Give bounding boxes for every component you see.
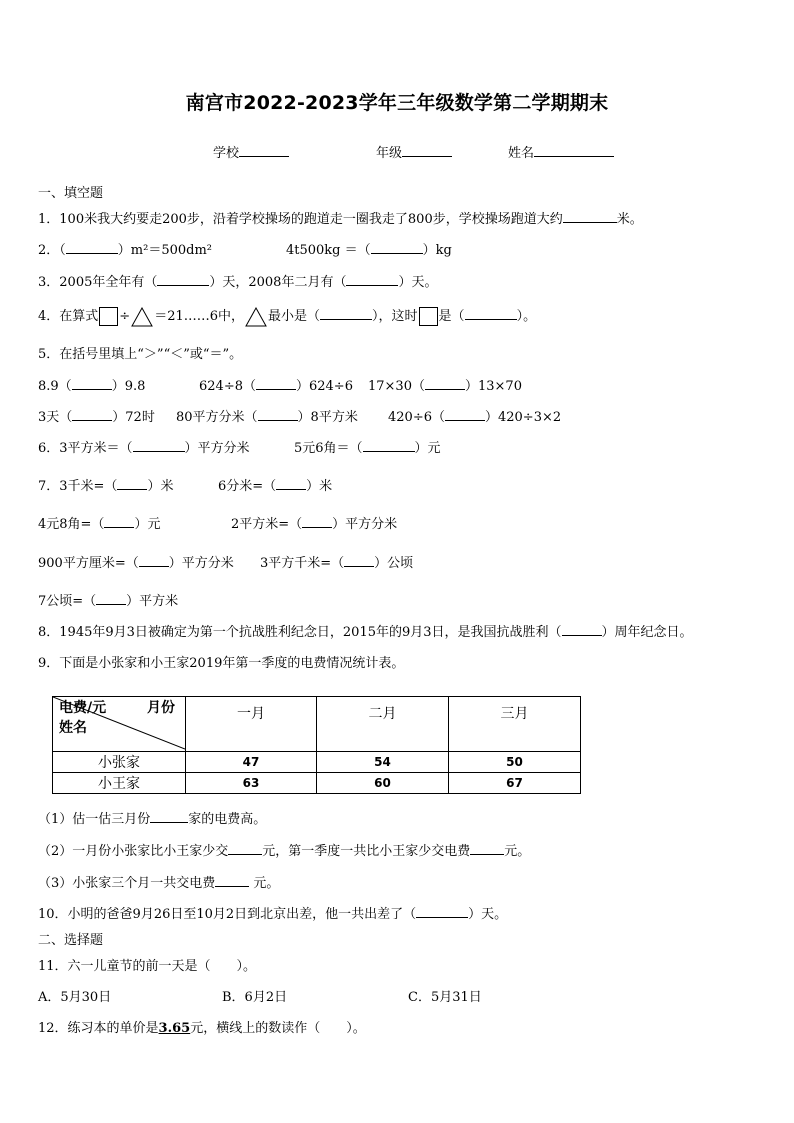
q7-row2-a: 4元8角=（ ）元 — [38, 517, 161, 532]
q11-option-a[interactable]: A．5月30日 — [38, 990, 112, 1005]
triangle-icon — [131, 307, 153, 327]
triangle-icon — [245, 307, 267, 327]
month-header: 三月 — [449, 697, 581, 752]
question-12: 12．练习本的单价是3.65元，横线上的数读作（ ）。 — [38, 1021, 366, 1036]
question-11: 11．六一儿童节的前一天是（ ）。 — [38, 959, 257, 974]
month-header: 一月 — [186, 697, 317, 752]
table-row — [53, 773, 581, 794]
q5-row2-b: 80平方分米（ ）8平方米 — [176, 410, 358, 425]
section-fill: 一、填空题 — [38, 186, 104, 201]
info-school: 学校 — [213, 142, 289, 161]
question-10: 10．小明的爸爸9月26日至10月2日到北京出差，他一共出差了（ ）天。 — [38, 907, 508, 922]
q5-row1-c: 17×30（ ）13×70 — [368, 379, 522, 394]
table-cell: 54 — [317, 752, 449, 773]
q5-row2-c: 420÷6（ ）420÷3×2 — [388, 410, 562, 425]
table-cell: 63 — [186, 773, 317, 794]
q7-row3-b: 3平方千米=（ ）公顷 — [260, 556, 414, 571]
q5-row2-a: 3天（ ）72时 — [38, 410, 155, 425]
corner-month-label: 月份 — [147, 700, 175, 716]
question-9-3: （3）小张家三个月一共交电费 元。 — [38, 876, 280, 891]
row-name: 小王家 — [53, 773, 186, 794]
question-6a: 6．3平方米＝（ ）平方分米 — [38, 441, 250, 456]
question-1: 1．100米我大约要走200步，沿着学校操场的跑道走一圈我走了800步，学校操场跑道大约 米。 — [38, 212, 643, 227]
table-cell: 60 — [317, 773, 449, 794]
q7-row3-a: 900平方厘米=（ ）平方分米 — [38, 556, 234, 571]
question-9: 9．下面是小张家和小王家2019年第一季度的电费情况统计表。 — [38, 656, 405, 671]
month-header: 二月 — [317, 697, 449, 752]
question-5: 5．在括号里填上“＞”“＜”或“＝”。 — [38, 347, 243, 362]
question-9-2: （2）一月份小张家比小王家少交 元，第一季度一共比小王家少交电费 元。 — [38, 844, 531, 859]
question-2a: 2．（ ）m²＝500dm² — [38, 243, 212, 258]
table-corner-header — [53, 697, 186, 752]
q7-row4: 7公顷=（ ）平方米 — [38, 594, 179, 609]
q7-row1-a: 7．3千米=（ ）米 — [38, 479, 174, 494]
info-name: 姓名 — [508, 142, 614, 161]
question-4: 4．在算式 ÷ ＝21……6中， 最小是（ ），这时 是（ ）。 — [38, 305, 536, 327]
table-cell: 47 — [186, 752, 317, 773]
underlined-number: 3.65 — [158, 1021, 191, 1036]
page-title: 南宫市2022-2023学年三年级数学第二学期期末 — [185, 92, 609, 114]
table-cell: 50 — [449, 752, 581, 773]
question-8: 8．1945年9月3日被确定为第一个抗战胜利纪念日，2015年的9月3日，是我国抗战胜利（ ）周年纪念日。 — [38, 625, 693, 640]
q11-option-c[interactable]: C．5月31日 — [408, 990, 482, 1005]
q5-row1-a: 8.9（ ）9.8 — [38, 379, 146, 394]
q11-option-b[interactable]: B．6月2日 — [222, 990, 288, 1005]
info-grade: 年级 — [376, 142, 452, 161]
q7-row1-b: 6分米=（ ）米 — [218, 479, 333, 494]
question-2b: 4t500kg ＝（ ）kg — [286, 243, 452, 258]
electricity-fee-table — [52, 696, 581, 794]
question-9-1: （1）估一估三月份 家的电费高。 — [38, 812, 267, 827]
square-box — [99, 307, 118, 326]
corner-name-label: 姓名 — [59, 720, 87, 736]
question-6b: 5元6角＝（ ）元 — [294, 441, 441, 456]
table-row — [53, 752, 581, 773]
q5-row1-b: 624÷8（ ）624÷6 — [199, 379, 353, 394]
section-choice: 二、选择题 — [38, 933, 104, 948]
square-box — [419, 307, 438, 326]
question-3: 3．2005年全年有（ ）天，2008年二月有（ ）天。 — [38, 275, 438, 290]
row-name: 小张家 — [53, 752, 186, 773]
q7-row2-b: 2平方米=（ ）平方分米 — [231, 517, 398, 532]
table-cell: 67 — [449, 773, 581, 794]
corner-fee-label: 电费/元 — [59, 700, 107, 716]
